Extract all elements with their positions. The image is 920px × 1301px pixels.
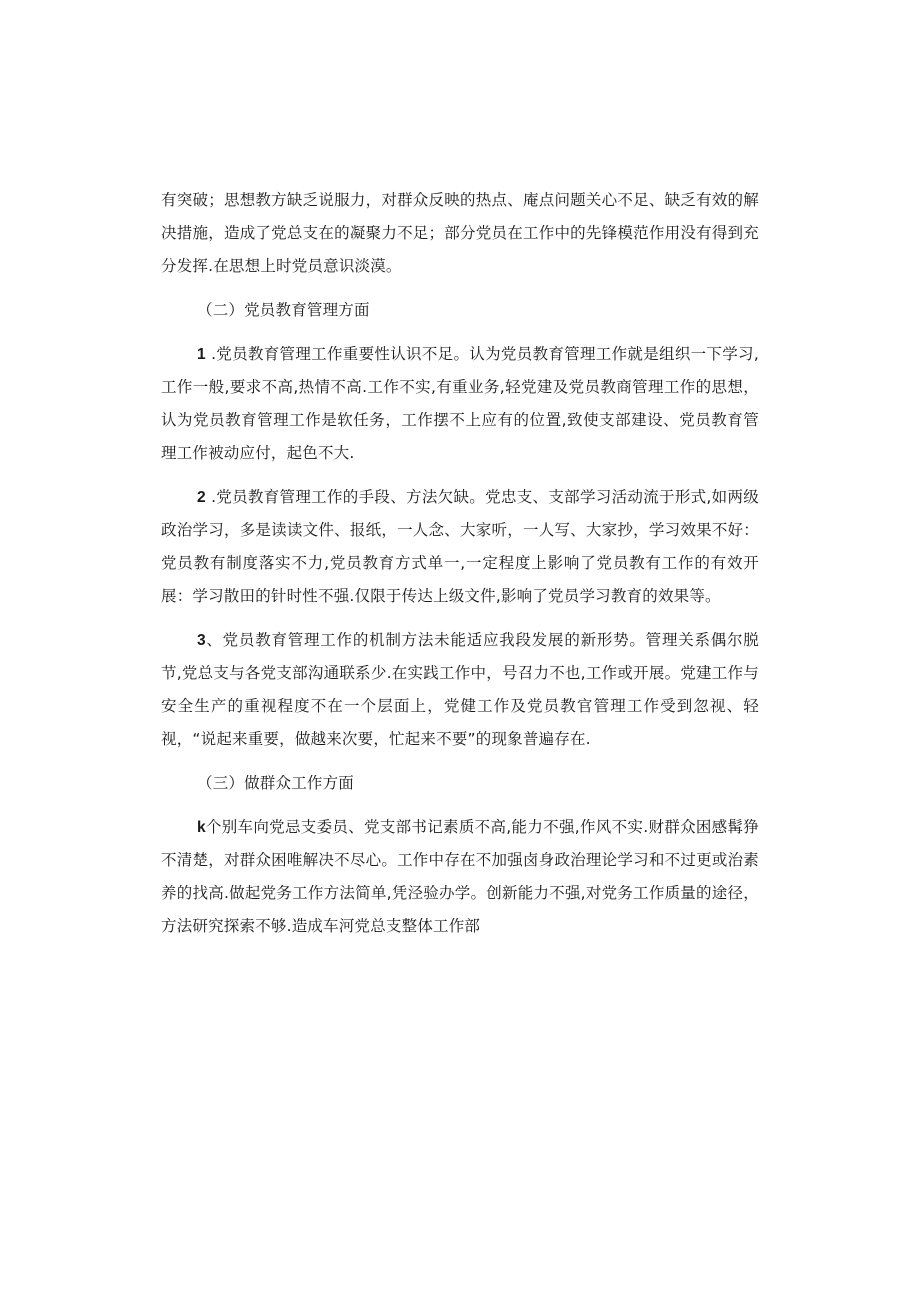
paragraph-text: 个别车向党忌支委员、党支部书记素质不高,能力不强,作风不实.财群众困感髯狰不清楚，对群众困唯解决不尽心。工作中存在不加强卤身政治理论学习和不过更或治素养的找高.做起党务工作方法简单,凭泾验办学。创新能力不强,对党务工作质量的途径，方法研究探索不够.造成车河党总支整体工作部: [161, 818, 759, 935]
paragraph-text: 有突破；思想教方缺乏说服力，对群众反映的热点、庵点问题关心不足、缺乏有效的解决措施，造成了党总支在的凝聚力不足；部分党员在工作中的先锋模范作用没有得到充分发挥.在思想上时党员意识淡漠。: [161, 191, 759, 275]
paragraph-text: 、党员教育管理工作的机制方法未能适应我段发展的新形势。管理关系偶尔脱节,党总支与各党支部沟通联系少.在实践工作中，号召力不也,工作或开展。党建工作与安全生产的重视程度不在一个层面上，党健工作及党员教官管理工作受到忽视、轻视，“说起来重要，做越来次要，忙起来不要”的现象普遍存在.: [161, 631, 759, 748]
numbered-paragraph-3: [161, 624, 759, 756]
item-number: 1: [197, 346, 206, 363]
section-heading-3: [161, 767, 759, 800]
numbered-paragraph-1: [161, 338, 759, 470]
paragraph-text: .党员教育管理工作重要性认识不足。认为党员教育管理工作就是组织一下学习,工作一般,要求不高,热情不高.工作不实,有重业务,轻党建及党员教商管理工作的思想，认为党员教育管理工作是软任务，工作摆不上应有的位置,致使支部建设、党员教育管理工作被动应付，起色不大.: [161, 345, 759, 462]
section-heading-2: [161, 294, 759, 327]
paragraph-text: .党员教育管理工作的手段、方法欠缺。党忠支、支部学习活动流于形式,如两级政治学习，多是读读文件、报纸，一人念、大家听，一人写、大家抄，学习效果不好：党员教有制度落实不力,党员教育方式单一,一定程度上影响了党员教有工作的有效开展：学习散田的针时性不强.仅限于传达上级文件,影响了党员学习教育的效果等。: [161, 488, 759, 605]
item-number: 3: [197, 632, 206, 649]
numbered-paragraph-k: [161, 811, 759, 943]
document-body: [161, 192, 759, 954]
item-number: 2: [197, 489, 206, 506]
item-number: k: [197, 819, 206, 836]
numbered-paragraph-2: [161, 481, 759, 613]
heading-text: （三）做群众工作方面: [197, 774, 355, 792]
paragraph-intro: [161, 184, 759, 283]
heading-text: （二）党员教育管理方面: [197, 301, 370, 319]
